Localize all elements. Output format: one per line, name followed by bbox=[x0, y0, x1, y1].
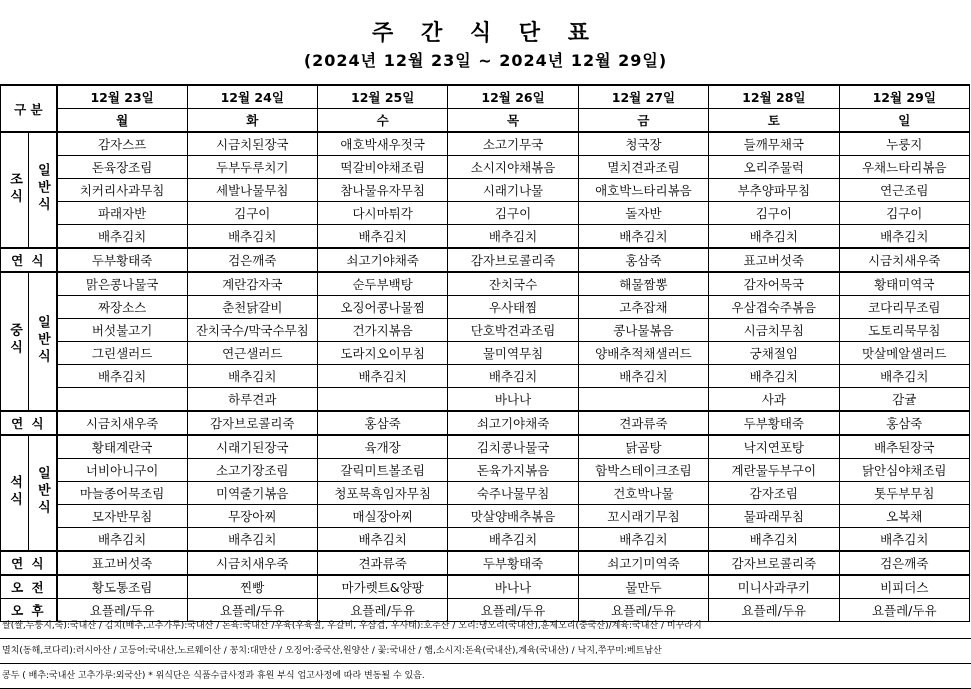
lunch-item-cell: 그린샐러드 bbox=[57, 342, 187, 365]
breakfast-item-cell: 배추김치 bbox=[448, 225, 578, 249]
lunch-item-cell: 궁채절임 bbox=[709, 342, 839, 365]
dinner-item-cell: 맛살양배추볶음 bbox=[448, 505, 578, 528]
breakfast-item-cell: 감자스프 bbox=[57, 132, 187, 156]
dinner-item-cell: 계란물두부구이 bbox=[709, 459, 839, 482]
lunch-item-cell: 시금치무침 bbox=[709, 319, 839, 342]
weekday-header: 일 bbox=[839, 109, 969, 133]
breakfast_soft-item-cell: 쇠고기야채죽 bbox=[317, 248, 447, 272]
breakfast-item-cell: 세발나물무침 bbox=[187, 179, 317, 202]
weekday-header: 목 bbox=[448, 109, 578, 133]
lunch-item-cell: 코다리무조림 bbox=[839, 296, 969, 319]
lunch_soft-item-cell: 홍삼죽 bbox=[839, 411, 969, 435]
lunch-item-cell: 하루견과 bbox=[187, 388, 317, 412]
dinner_soft-item-cell: 두부황태죽 bbox=[448, 551, 578, 575]
breakfast-item-cell: 오리주물럭 bbox=[709, 156, 839, 179]
dinner-item-cell: 배추된장국 bbox=[839, 435, 969, 459]
lunch-item-cell: 짜장소스 bbox=[57, 296, 187, 319]
breakfast-item-cell: 두부두루치기 bbox=[187, 156, 317, 179]
breakfast-item-cell: 청국장 bbox=[578, 132, 708, 156]
dinner-item-cell: 배추김치 bbox=[709, 528, 839, 552]
dinner_soft-item-cell: 견과류죽 bbox=[317, 551, 447, 575]
breakfast-item-cell: 배추김치 bbox=[57, 225, 187, 249]
dinner-item-cell: 감자조림 bbox=[709, 482, 839, 505]
lunch-item-cell: 양배추적채샐러드 bbox=[578, 342, 708, 365]
lunch-item-cell: 춘천닭갈비 bbox=[187, 296, 317, 319]
lunch-item-cell: 배추김치 bbox=[57, 365, 187, 388]
snack-pm-item-cell: 요플레/두유 bbox=[709, 599, 839, 622]
dinner-item-cell: 청포묵흑임자무침 bbox=[317, 482, 447, 505]
breakfast-item-cell: 배추김치 bbox=[839, 225, 969, 249]
lunch-item-cell: 바나나 bbox=[448, 388, 578, 412]
breakfast-item-cell: 연근조림 bbox=[839, 179, 969, 202]
dinner-item-cell: 배추김치 bbox=[187, 528, 317, 552]
lunch-item-cell: 감자어묵국 bbox=[709, 272, 839, 296]
breakfast-item-cell: 배추김치 bbox=[578, 225, 708, 249]
origin-note-1: 쌀(쌀,누룽지,죽):국내산 / 김치(배추,고추가루):국내산 / 돈육:국내산 /우육(우육절, 우갈비, 우삼겹, 우사태):호주산 / 오리:냉오리(국내산),훈제오리(중국산)/계육:국내산 / 미꾸라지 bbox=[0, 614, 971, 639]
lunch-item-cell: 건가지볶음 bbox=[317, 319, 447, 342]
breakfast-item-cell: 멸치견과조림 bbox=[578, 156, 708, 179]
dinner_soft-item-cell: 시금치새우죽 bbox=[187, 551, 317, 575]
dinner_soft-item-cell: 표고버섯죽 bbox=[57, 551, 187, 575]
dinner-item-cell: 미역줄기볶음 bbox=[187, 482, 317, 505]
lunch-item-cell: 배추김치 bbox=[187, 365, 317, 388]
dinner-item-cell: 오복채 bbox=[839, 505, 969, 528]
dinner-item-cell: 낙지연포탕 bbox=[709, 435, 839, 459]
date-header: 12월 27일 bbox=[578, 85, 708, 109]
breakfast-item-cell: 애호박느타리볶음 bbox=[578, 179, 708, 202]
breakfast-item-cell: 김구이 bbox=[187, 202, 317, 225]
lunch-item-cell: 도라지오이무침 bbox=[317, 342, 447, 365]
lunch-item-cell: 잔치국수/막국수무침 bbox=[187, 319, 317, 342]
lunch-item-cell: 물미역무침 bbox=[448, 342, 578, 365]
breakfast-item-cell: 김구이 bbox=[448, 202, 578, 225]
dinner-item-cell: 너비아니구이 bbox=[57, 459, 187, 482]
lunch_soft-item-cell: 쇠고기야채죽 bbox=[448, 411, 578, 435]
snack-am-item-cell: 황도통조림 bbox=[57, 575, 187, 599]
date-header: 12월 28일 bbox=[709, 85, 839, 109]
lunch-item-cell: 우삼겹숙주볶음 bbox=[709, 296, 839, 319]
weekday-header: 수 bbox=[317, 109, 447, 133]
lunch-item-cell: 계란감자국 bbox=[187, 272, 317, 296]
lunch-item-cell: 맑은콩나물국 bbox=[57, 272, 187, 296]
breakfast_soft-item-cell: 시금치새우죽 bbox=[839, 248, 969, 272]
snack-am-item-cell: 물만두 bbox=[578, 575, 708, 599]
dinner-item-cell: 황태계란국 bbox=[57, 435, 187, 459]
lunch-item-cell: 배추김치 bbox=[839, 365, 969, 388]
ilban-label: 일반식 bbox=[34, 163, 50, 214]
lunch-item-cell: 단호박견과조림 bbox=[448, 319, 578, 342]
weekday-header: 화 bbox=[187, 109, 317, 133]
date-header: 12월 25일 bbox=[317, 85, 447, 109]
dinner_soft-item-cell: 감자브로콜리죽 bbox=[709, 551, 839, 575]
dinner-item-cell: 무장아찌 bbox=[187, 505, 317, 528]
date-header: 12월 26일 bbox=[448, 85, 578, 109]
breakfast-item-cell: 애호박새우젓국 bbox=[317, 132, 447, 156]
footnotes bbox=[0, 614, 971, 689]
weekday-header: 금 bbox=[578, 109, 708, 133]
dinner_soft-item-cell: 검은깨죽 bbox=[839, 551, 969, 575]
breakfast-item-cell: 떡갈비야채조림 bbox=[317, 156, 447, 179]
dinner-item-cell: 배추김치 bbox=[839, 528, 969, 552]
snack-am-item-cell: 비피더스 bbox=[839, 575, 969, 599]
weekly-menu-table bbox=[0, 84, 970, 622]
dinner-item-cell: 시래기된장국 bbox=[187, 435, 317, 459]
dinner-item-cell: 꼬시래기무침 bbox=[578, 505, 708, 528]
breakfast_soft-item-cell: 감자브로콜리죽 bbox=[448, 248, 578, 272]
lunch-item-cell: 잔치국수 bbox=[448, 272, 578, 296]
breakfast-label: 조식 bbox=[7, 171, 23, 206]
lunch-item-cell: 순두부백탕 bbox=[317, 272, 447, 296]
snack-pm-item-cell: 요플레/두유 bbox=[317, 599, 447, 622]
breakfast-item-cell: 참나물유자무침 bbox=[317, 179, 447, 202]
lunch-item-cell: 황태미역국 bbox=[839, 272, 969, 296]
lunch-item-cell: 배추김치 bbox=[317, 365, 447, 388]
breakfast-item-cell: 시래기나물 bbox=[448, 179, 578, 202]
dinner-item-cell: 물파래무침 bbox=[709, 505, 839, 528]
dinner-item-cell: 소고기장조림 bbox=[187, 459, 317, 482]
lunch_soft-item-cell: 두부황태죽 bbox=[709, 411, 839, 435]
snack-am-label: 오 전 bbox=[1, 575, 57, 599]
lunch-item-cell: 콩나물볶음 bbox=[578, 319, 708, 342]
breakfast-item-cell: 김구이 bbox=[709, 202, 839, 225]
breakfast-item-cell: 소고기무국 bbox=[448, 132, 578, 156]
lunch_soft-item-cell: 감자브로콜리죽 bbox=[187, 411, 317, 435]
lunch-label: 중식 bbox=[7, 323, 23, 357]
snack-am-item-cell: 마가렛트&양팡 bbox=[317, 575, 447, 599]
breakfast-item-cell: 우채느타리볶음 bbox=[839, 156, 969, 179]
breakfast_soft-item-cell: 표고버섯죽 bbox=[709, 248, 839, 272]
lunch-item-cell: 오징어콩나물찜 bbox=[317, 296, 447, 319]
lunch-item-cell: 버섯불고기 bbox=[57, 319, 187, 342]
lunch_soft-item-cell: 홍삼죽 bbox=[317, 411, 447, 435]
lunch_soft-item-cell: 견과류죽 bbox=[578, 411, 708, 435]
page-title: 주 간 식 단 표 bbox=[372, 21, 599, 46]
lunch-item-cell bbox=[57, 388, 187, 412]
breakfast-item-cell: 누룽지 bbox=[839, 132, 969, 156]
weekday-header: 토 bbox=[709, 109, 839, 133]
lunch-item-cell: 해물짬뽕 bbox=[578, 272, 708, 296]
dinner-item-cell: 닭곰탕 bbox=[578, 435, 708, 459]
lunch-item-cell: 연근샐러드 bbox=[187, 342, 317, 365]
breakfast-item-cell: 김구이 bbox=[839, 202, 969, 225]
lunch-item-cell: 도토리묵무침 bbox=[839, 319, 969, 342]
dinner-label: 석식 bbox=[7, 474, 23, 509]
breakfast_soft-item-cell: 두부황태죽 bbox=[57, 248, 187, 272]
dinner-item-cell: 마늘종어묵조림 bbox=[57, 482, 187, 505]
lunch-item-cell: 고추잡채 bbox=[578, 296, 708, 319]
gubun-label: 구 분 bbox=[1, 85, 57, 132]
snack-am-item-cell: 찐빵 bbox=[187, 575, 317, 599]
dinner-item-cell: 닭안심야채조림 bbox=[839, 459, 969, 482]
dinner-item-cell: 육개장 bbox=[317, 435, 447, 459]
snack-pm-item-cell: 요플레/두유 bbox=[578, 599, 708, 622]
breakfast_soft-item-cell: 홍삼죽 bbox=[578, 248, 708, 272]
dinner_soft-item-cell: 쇠고기미역죽 bbox=[578, 551, 708, 575]
breakfast-item-cell: 배추김치 bbox=[317, 225, 447, 249]
breakfast-item-cell: 돈육장조림 bbox=[57, 156, 187, 179]
lunch-item-cell: 우사태찜 bbox=[448, 296, 578, 319]
dinner-item-cell: 갈릭미트볼조림 bbox=[317, 459, 447, 482]
snack-pm-item-cell: 요플레/두유 bbox=[57, 599, 187, 622]
dinner-item-cell: 모자반무침 bbox=[57, 505, 187, 528]
breakfast-item-cell: 부추양파무침 bbox=[709, 179, 839, 202]
lunch-item-cell: 맛살메알샐러드 bbox=[839, 342, 969, 365]
dinner-item-cell: 배추김치 bbox=[317, 528, 447, 552]
dinner-item-cell: 건호박나물 bbox=[578, 482, 708, 505]
snack-pm-label: 오 후 bbox=[1, 599, 57, 622]
breakfast-item-cell: 치커리사과무침 bbox=[57, 179, 187, 202]
dinner-item-cell: 배추김치 bbox=[578, 528, 708, 552]
yeonsik-label: 연 식 bbox=[1, 411, 57, 435]
breakfast-item-cell: 파래자반 bbox=[57, 202, 187, 225]
lunch-item-cell: 배추김치 bbox=[448, 365, 578, 388]
weekday-header: 월 bbox=[57, 109, 187, 133]
origin-note-2: 멸치(동해,코다리):러시아산 / 고등어:국내산,노르웨이산 / 꽁치:대만산 / 오징어:중국산,원양산 / 꽃:국내산 / 햄,소시지:돈육(국내산),계육(국내산) / 낙지,쭈꾸미:베트남산 bbox=[0, 639, 971, 664]
date-header: 12월 24일 bbox=[187, 85, 317, 109]
lunch-item-cell bbox=[578, 388, 708, 412]
lunch-item-cell: 배추김치 bbox=[709, 365, 839, 388]
breakfast-item-cell: 시금치된장국 bbox=[187, 132, 317, 156]
snack-am-item-cell: 미니사과쿠키 bbox=[709, 575, 839, 599]
yeonsik-label: 연 식 bbox=[1, 248, 57, 272]
ilban-label: 일반식 bbox=[34, 466, 50, 517]
breakfast-item-cell: 배추김치 bbox=[709, 225, 839, 249]
dinner-item-cell: 톳두부무침 bbox=[839, 482, 969, 505]
breakfast-item-cell: 들깨무채국 bbox=[709, 132, 839, 156]
origin-note-3: 콩두 ( 배추:국내산 고추가루:외국산) * 위식단은 식품수급사정과 휴원 부식 업고사정에 따라 변동될 수 있음. bbox=[0, 664, 971, 689]
yeonsik-label: 연 식 bbox=[1, 551, 57, 575]
breakfast-item-cell: 돌자반 bbox=[578, 202, 708, 225]
lunch-item-cell: 사과 bbox=[709, 388, 839, 412]
snack-pm-item-cell: 요플레/두유 bbox=[187, 599, 317, 622]
breakfast_soft-item-cell: 검은깨죽 bbox=[187, 248, 317, 272]
dinner-item-cell: 김치콩나물국 bbox=[448, 435, 578, 459]
dinner-item-cell: 매실장아찌 bbox=[317, 505, 447, 528]
lunch-item-cell: 배추김치 bbox=[578, 365, 708, 388]
date-header: 12월 23일 bbox=[57, 85, 187, 109]
snack-am-item-cell: 바나나 bbox=[448, 575, 578, 599]
dinner-item-cell: 돈육가지볶음 bbox=[448, 459, 578, 482]
ilban-label: 일반식 bbox=[34, 314, 50, 366]
dinner-item-cell: 함박스테이크조림 bbox=[578, 459, 708, 482]
breakfast-item-cell: 배추김치 bbox=[187, 225, 317, 249]
dinner-item-cell: 숙주나물무침 bbox=[448, 482, 578, 505]
snack-pm-item-cell: 요플레/두유 bbox=[448, 599, 578, 622]
lunch-item-cell bbox=[317, 388, 447, 412]
lunch_soft-item-cell: 시금치새우죽 bbox=[57, 411, 187, 435]
dinner-item-cell: 배추김치 bbox=[448, 528, 578, 552]
page-subtitle: (2024년 12월 23일 ~ 2024년 12월 29일) bbox=[303, 51, 668, 70]
breakfast-item-cell: 소시지야채볶음 bbox=[448, 156, 578, 179]
date-header: 12월 29일 bbox=[839, 85, 969, 109]
lunch-item-cell: 감귤 bbox=[839, 388, 969, 412]
snack-pm-item-cell: 요플레/두유 bbox=[839, 599, 969, 622]
breakfast-item-cell: 다시마튀각 bbox=[317, 202, 447, 225]
dinner-item-cell: 배추김치 bbox=[57, 528, 187, 552]
